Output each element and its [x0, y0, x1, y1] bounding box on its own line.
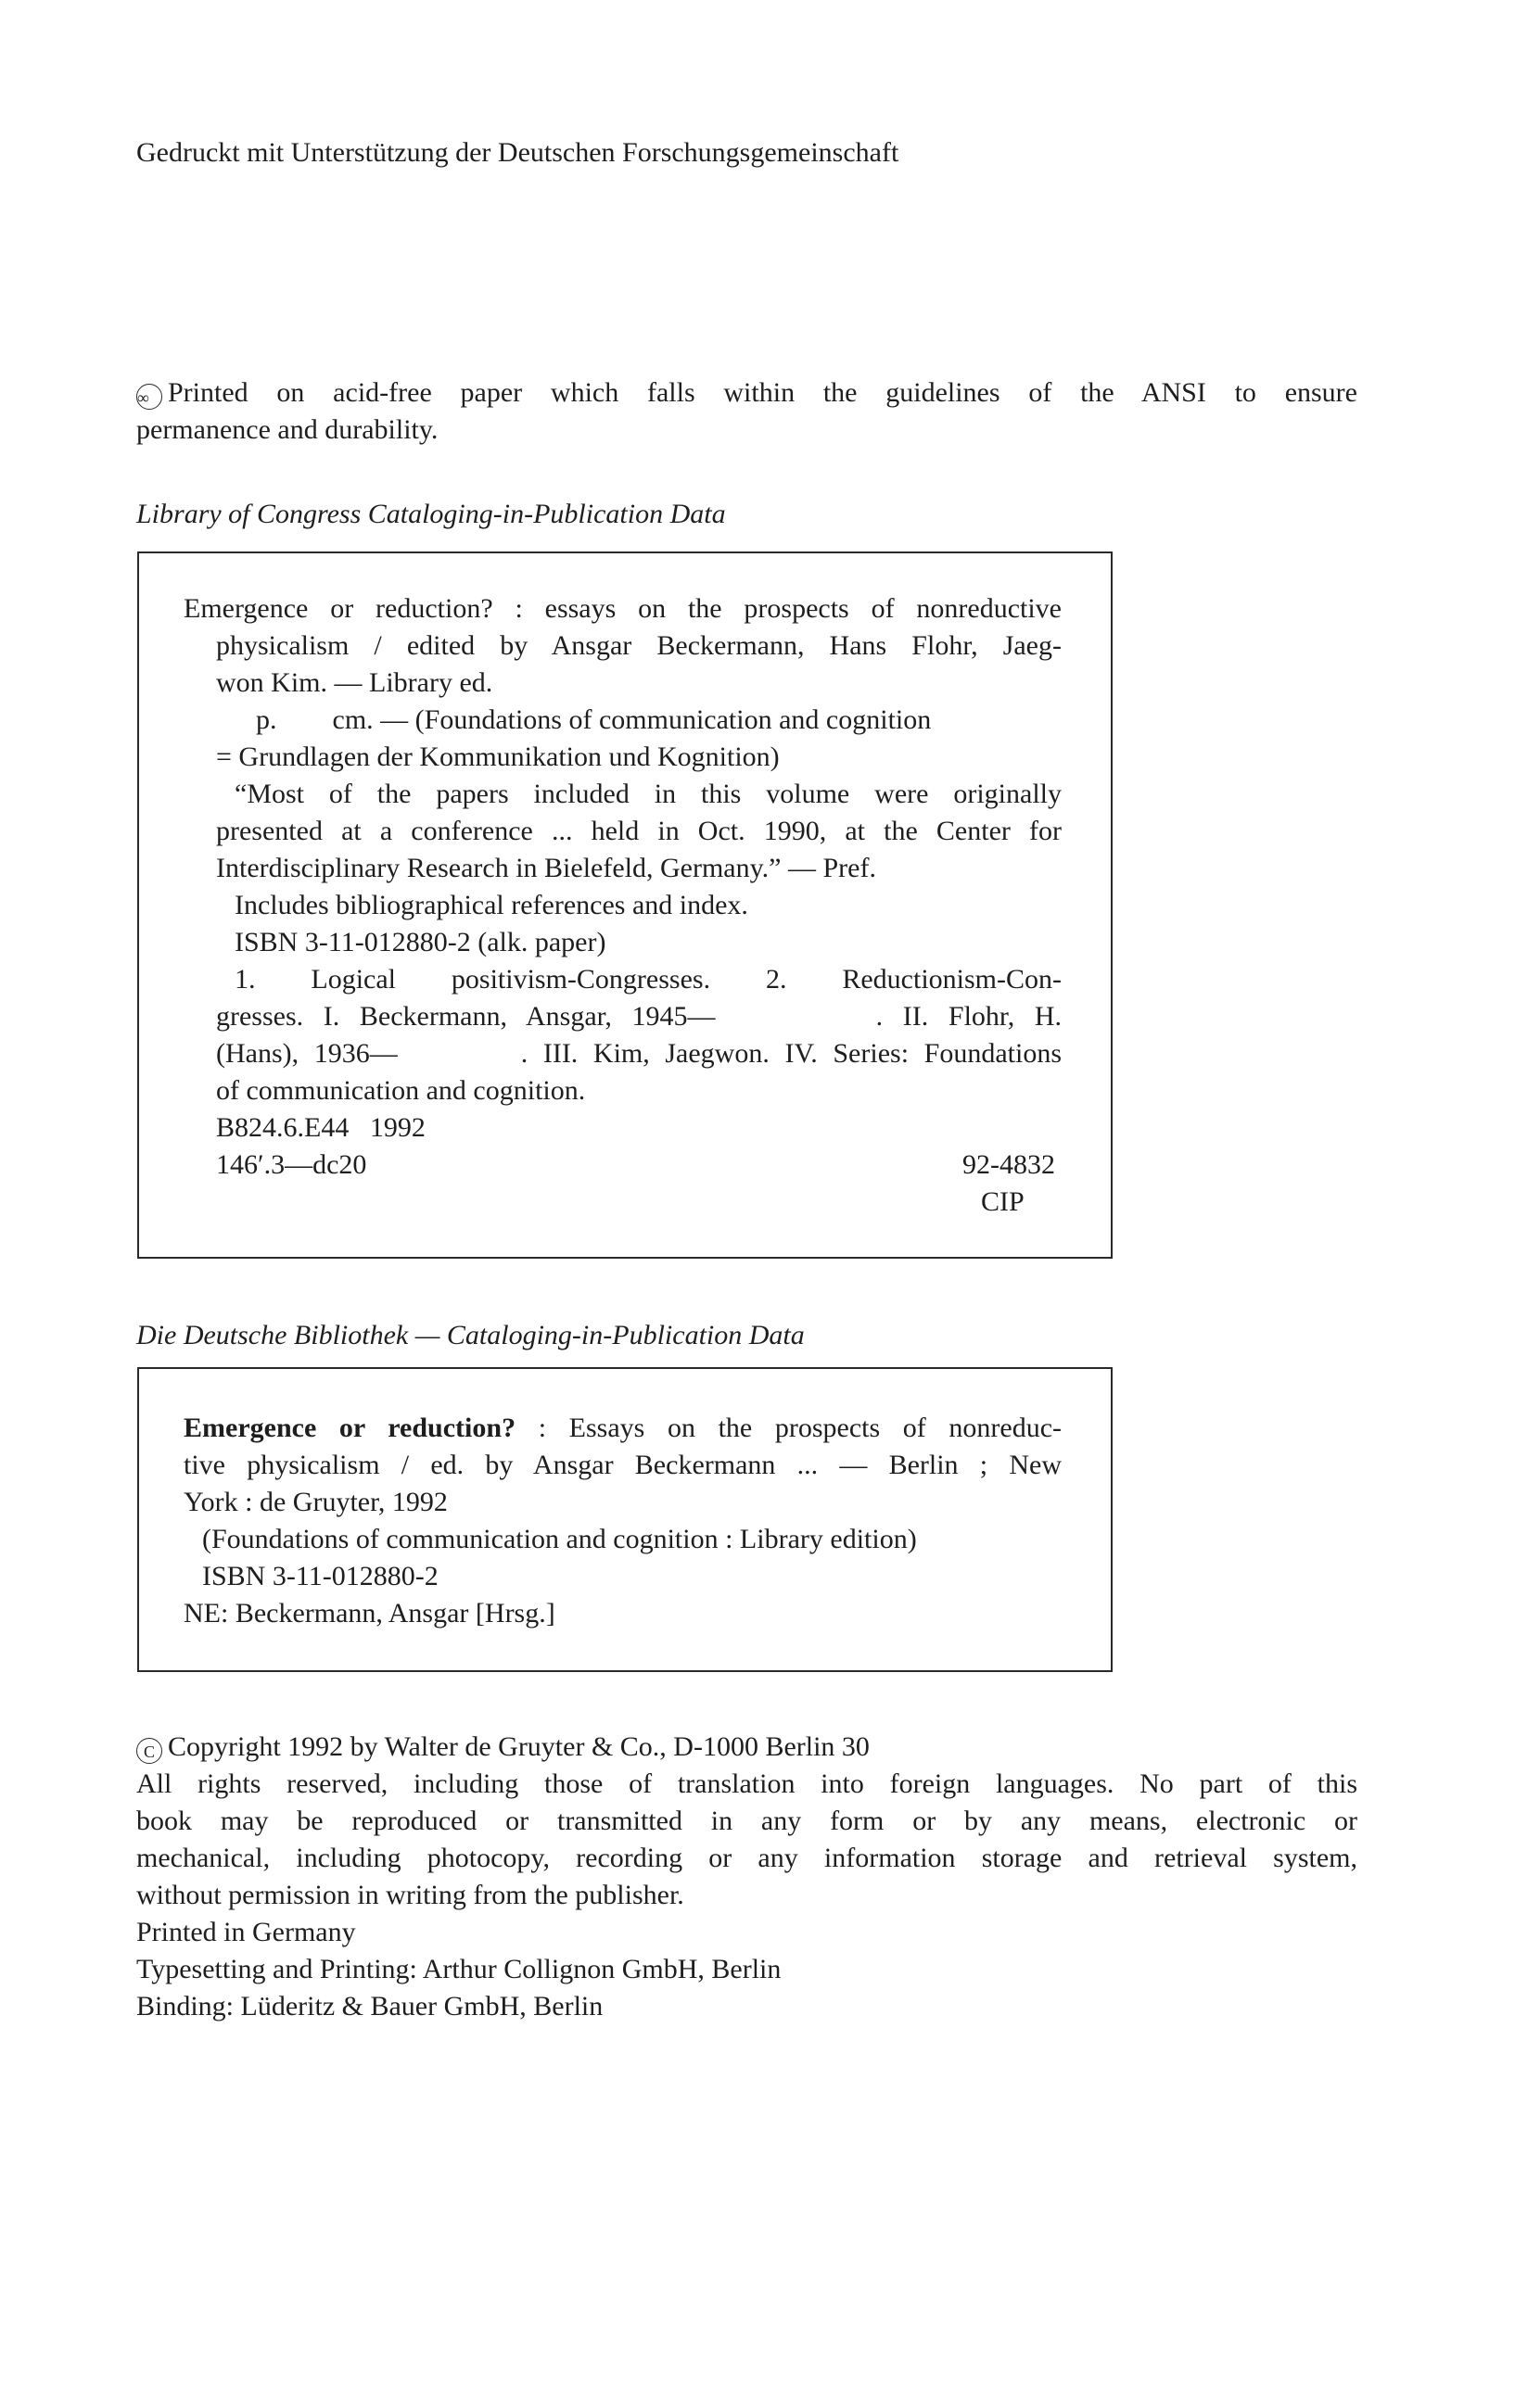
- loc-lccn: 92-4832: [962, 1149, 1055, 1180]
- rights-line: mechanical, including photocopy, recording or any information storage and retrieval system,: [136, 1843, 1357, 1873]
- loc-cip-label: CIP: [981, 1186, 1025, 1217]
- rights-line: without permission in writing from the publisher.: [136, 1880, 684, 1910]
- funding-note: Gedruckt mit Unterstützung der Deutschen Forschungsgemeinschaft: [136, 137, 899, 168]
- infinity-symbol-icon: ∞: [136, 384, 162, 410]
- binding-credit: Binding: Lüderitz & Bauer GmbH, Berlin: [136, 1991, 604, 2021]
- loc-class-number: 146′.3—dc20: [216, 1149, 367, 1180]
- copyright-line: C Copyright 1992 by Walter de Gruyter & Co., D-1000 Berlin 30: [136, 1729, 870, 1766]
- loc-line: Interdisciplinary Research in Bielefeld, Germany.” — Pref.: [216, 853, 876, 883]
- loc-line: Emergence or reduction? : essays on the prospects of nonreductive: [184, 593, 1062, 624]
- loc-line: (Hans), 1936— . III. Kim, Jaegwon. IV. Series: Foundations: [216, 1038, 1062, 1069]
- dnb-heading: Die Deutsche Bibliothek — Cataloging-in-Publication Data: [136, 1320, 805, 1350]
- acid-free-line-2: permanence and durability.: [136, 414, 439, 445]
- loc-heading: Library of Congress Cataloging-in-Publication Data: [136, 499, 726, 529]
- loc-line: physicalism / edited by Ansgar Beckermann, Hans Flohr, Jaeg-: [216, 630, 1062, 661]
- rights-line: All rights reserved, including those of translation into foreign languages. No part of this: [136, 1768, 1357, 1799]
- loc-line: 1. Logical positivism-Congresses. 2. Reductionism-Con-: [235, 964, 1062, 995]
- dnb-line: (Foundations of communication and cognition : Library edition): [202, 1524, 917, 1554]
- loc-line: gresses. I. Beckermann, Ansgar, 1945— . II. Flohr, H.: [216, 1001, 1062, 1032]
- loc-call-number: B824.6.E44 1992: [216, 1112, 426, 1143]
- loc-line: = Grundlagen der Kommunikation und Kognition): [216, 741, 780, 772]
- dnb-line: York : de Gruyter, 1992: [184, 1487, 448, 1517]
- acid-free-line-1: ∞ Printed on acid-free paper which falls within the guidelines of the ANSI to ensure: [137, 377, 1357, 408]
- printed-in: Printed in Germany: [136, 1917, 356, 1947]
- dnb-line: tive physicalism / ed. by Ansgar Beckermann ... — Berlin ; New: [184, 1450, 1062, 1480]
- loc-line: p. cm. — (Foundations of communication and cognition: [256, 704, 932, 735]
- typesetting-credit: Typesetting and Printing: Arthur Collignon GmbH, Berlin: [136, 1954, 782, 1984]
- loc-line: won Kim. — Library ed.: [216, 667, 493, 698]
- rights-line: book may be reproduced or transmitted in any form or by any means, electronic or: [136, 1806, 1357, 1836]
- loc-line: “Most of the papers included in this volume were originally: [235, 779, 1062, 809]
- dnb-line: NE: Beckermann, Ansgar [Hrsg.]: [184, 1598, 555, 1629]
- dnb-title: Emergence or reduction?: [184, 1413, 516, 1443]
- dnb-line: Emergence or reduction? : Essays on the prospects of nonreduc-: [184, 1413, 1062, 1443]
- loc-line: of communication and cognition.: [216, 1075, 586, 1106]
- dnb-line: ISBN 3-11-012880-2: [202, 1561, 439, 1591]
- loc-line: presented at a conference ... held in Oct. 1990, at the Center for: [216, 816, 1062, 846]
- loc-line: Includes bibliographical references and index.: [235, 890, 748, 920]
- copyright-symbol-icon: C: [136, 1738, 162, 1764]
- loc-line: ISBN 3-11-012880-2 (alk. paper): [235, 927, 606, 957]
